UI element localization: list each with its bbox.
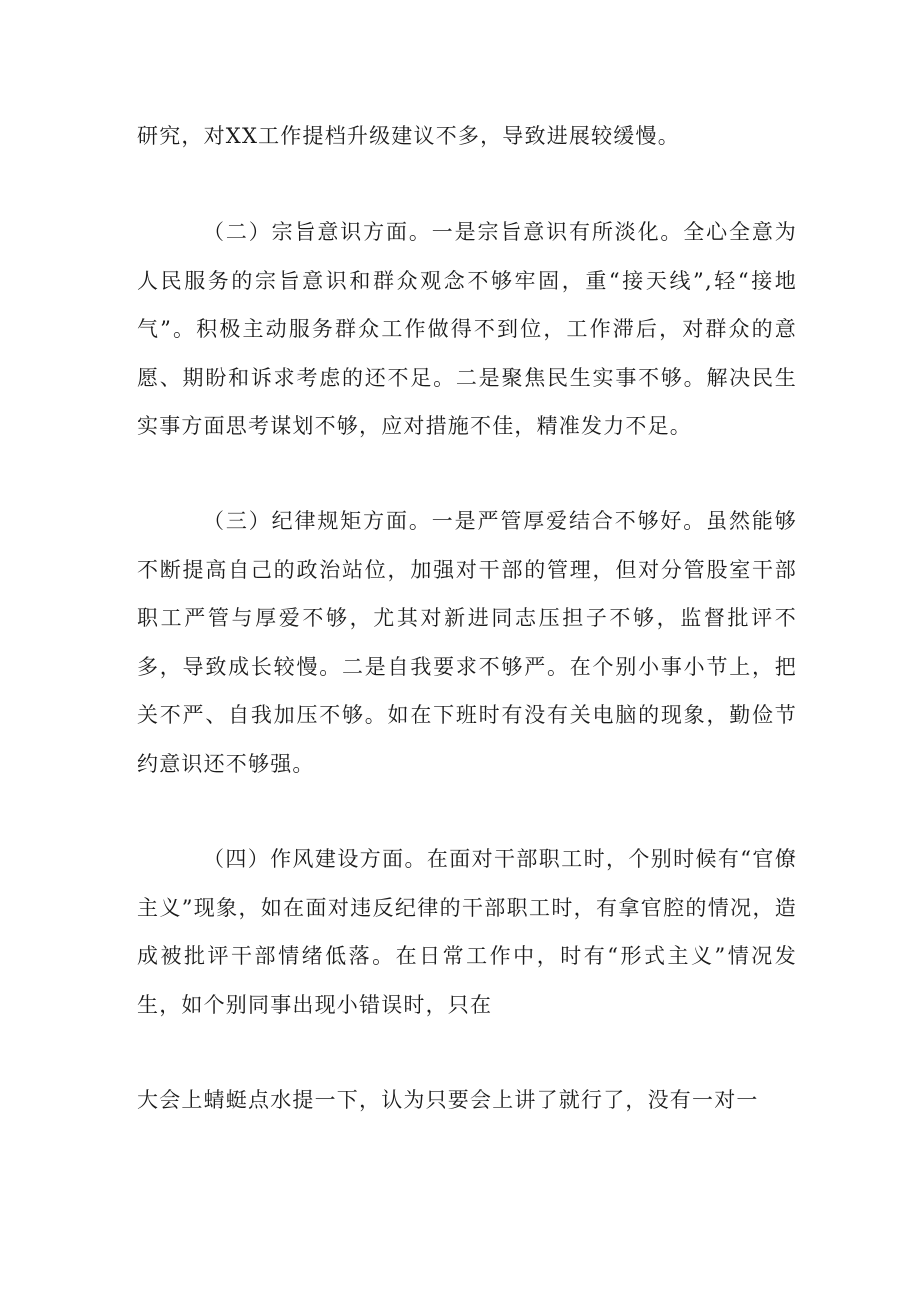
paragraph-continuation: 研究，对XX工作提档升级建议不多，导致进展较缓慢。 xyxy=(137,124,680,148)
paragraph-page-break-continuation: 大会上蜻蜓点水提一下，认为只要会上讲了就行了，没有一对一 xyxy=(137,1088,759,1112)
paragraph-work-style: （四）作风建设方面。在面对干部职工时，个别时候有“官僚主义”现象，如在面对违反纪律的干部职工时，有拿官腔的情况，造成被批评干部情绪低落。在日常工作中，时有“形式主义”情况发生，如个别同事出现小错误时，只在 xyxy=(137,847,797,1017)
paragraph-discipline-rules: （三）纪律规矩方面。一是严管厚爱结合不够好。虽然能够不断提高自己的政治站位，加强对干部的管理，但对分管股室干部职工严管与厚爱不够，尤其对新进同志压担子不够，监督批评不多，导致成长较慢。二是自我要求不够严。在个别小事小节上，把关不严、自我加压不够。如在下班时有没有关电脑的现象，勤俭节约意识还不够强。 xyxy=(137,509,797,776)
paragraph-purpose-awareness: （二）宗旨意识方面。一是宗旨意识有所淡化。全心全意为人民服务的宗旨意识和群众观念不够牢固，重“接天线”,轻“接地气”。积极主动服务群众工作做得不到位，工作滞后，对群众的意愿、期盼和诉求考虑的还不足。二是聚焦民生实事不够。解决民生实事方面思考谋划不够，应对措施不佳，精准发力不足。 xyxy=(137,220,797,438)
